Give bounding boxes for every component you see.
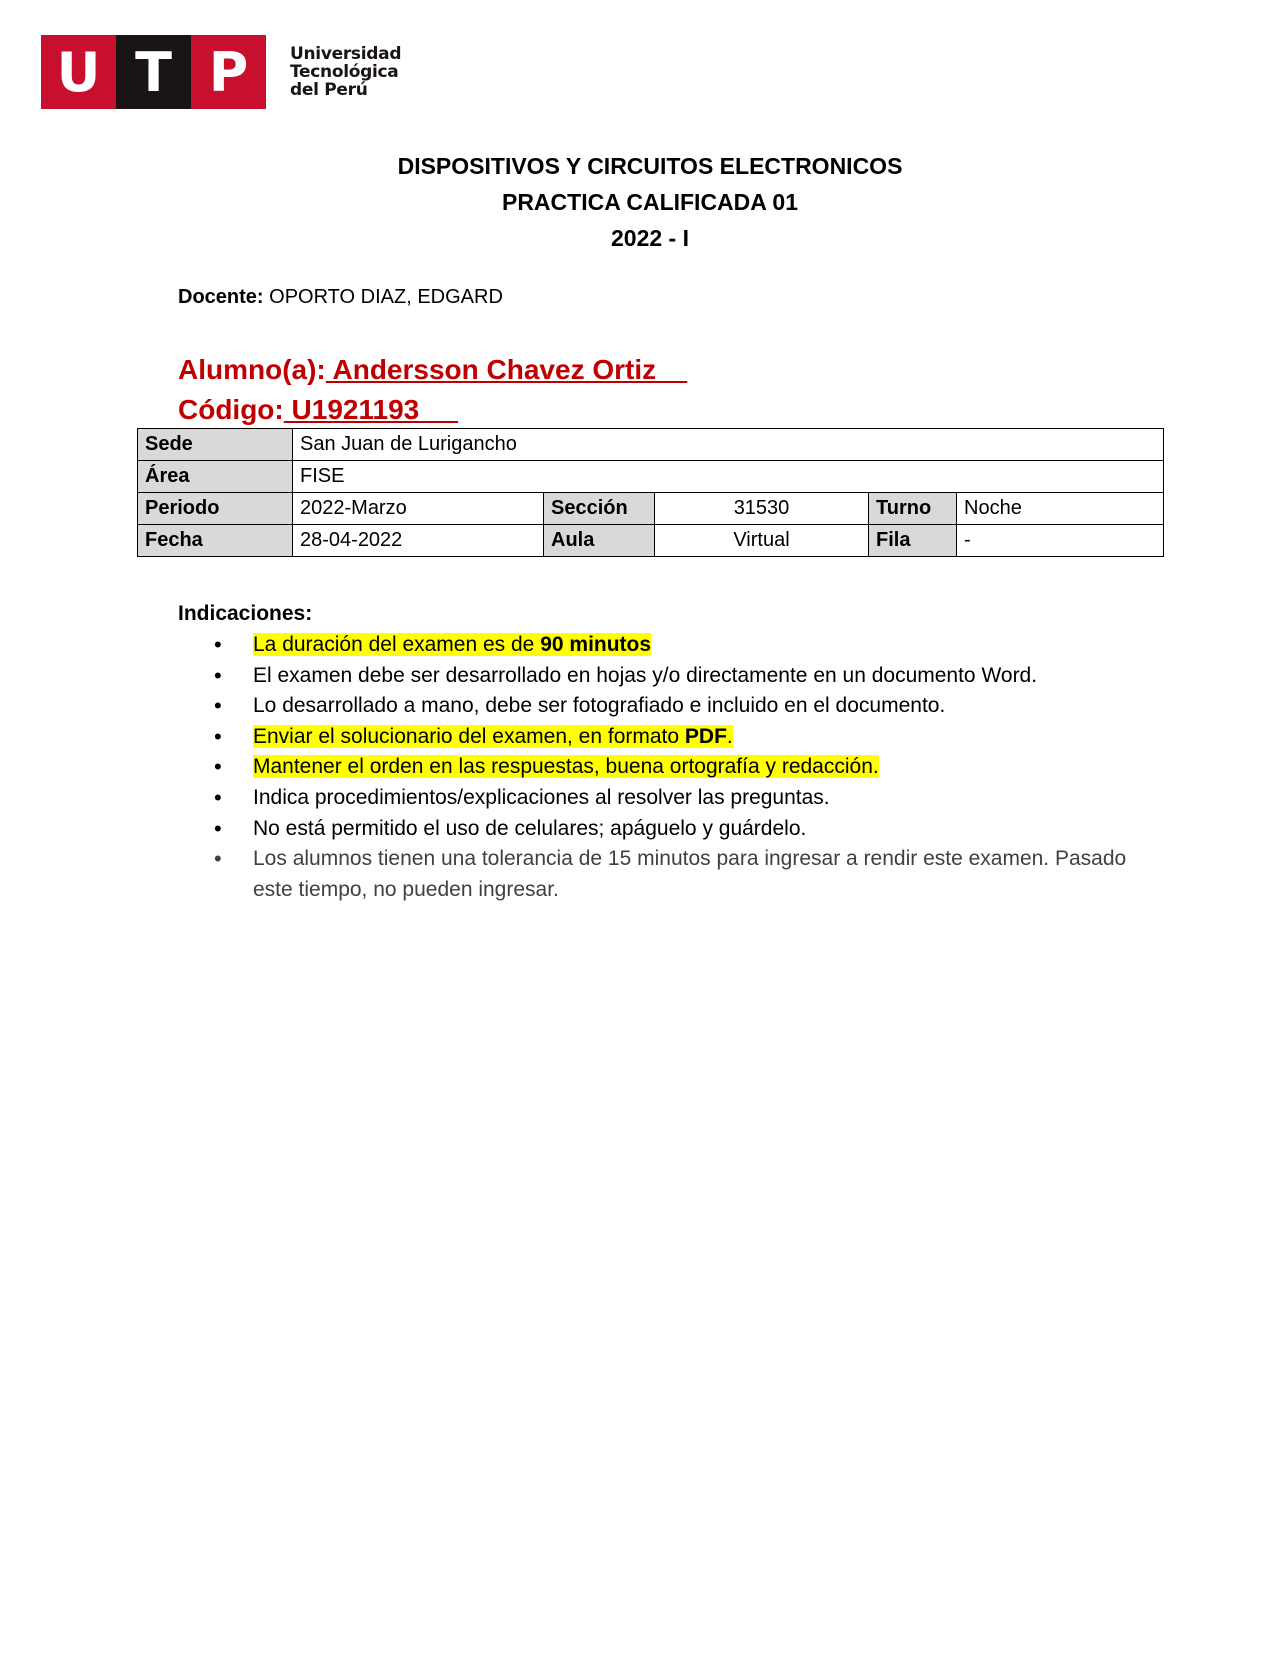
area-label: Área [138,461,293,493]
docente-label: Docente: [178,286,264,308]
logo-line-2: Tecnológica [290,62,399,82]
indicaciones-title: Indicaciones: [178,602,313,625]
fila-label: Fila [869,525,957,557]
docente-value: OPORTO DIAZ, EDGARD [269,286,503,308]
item-4-bold: PDF [684,724,727,748]
item-5-text: Mantener el orden en las respuestas, buena ortografía y redacción. [253,755,879,779]
indicaciones-list [178,630,1138,905]
aula-label: Aula [544,525,655,557]
student-block [178,350,687,430]
seccion-label: Sección [544,493,655,525]
turno-value: Noche [957,493,1164,525]
logo-line-3: del Perú [290,80,368,100]
fecha-value: 28-04-2022 [293,525,544,557]
document-title [0,148,1280,256]
area-value: FISE [293,461,1164,493]
table-row [138,493,1164,525]
alumno-value: Andersson Chavez Ortiz [325,354,688,385]
docente-line [178,286,503,309]
list-item [178,752,1138,783]
logo-blocks [41,35,266,109]
item-4-post: . [726,724,733,748]
alumno-line [178,350,687,390]
term: 2022 - I [611,225,689,251]
list-item [178,722,1138,753]
item-1-bold: 90 minutos [540,633,652,656]
item-4-text: Enviar el solucionario del examen, en formato [253,724,685,748]
list-item: • El examen debe ser desarrollado en hojas y/o directamente en un documento Word. [178,661,1138,692]
codigo-label: Código: [178,394,284,425]
logo-line-1: Universidad [290,44,402,64]
sede-label: Sede [138,429,293,461]
logo-letter-u: U [41,35,116,109]
table-row [138,429,1164,461]
item-1-text: La duración del examen es de [253,633,541,656]
utp-logo [41,35,401,109]
codigo-line [178,390,687,430]
alumno-label: Alumno(a): [178,354,326,385]
list-item: • Los alumnos tienen una tolerancia de 15 minutos para ingresar a rendir este examen. Pasado este tiempo, no pueden ingresar. [178,844,1138,905]
list-item: • Indica procedimientos/explicaciones al resolver las preguntas. [178,783,1138,814]
course-name: DISPOSITIVOS Y CIRCUITOS ELECTRONICOS [397,153,903,179]
highlighted-text [253,725,733,748]
aula-value: Virtual [655,525,869,557]
list-item: • Lo desarrollado a mano, debe ser fotografiado e incluido en el documento. [178,691,1138,722]
table-row [138,461,1164,493]
periodo-label: Periodo [138,493,293,525]
turno-label: Turno [869,493,957,525]
info-table [137,428,1164,557]
fecha-label: Fecha [138,525,293,557]
highlighted-text [253,633,651,656]
seccion-value: 31530 [655,493,869,525]
sede-value: San Juan de Lurigancho [293,429,1164,461]
list-item [178,630,1138,661]
table-row [138,525,1164,557]
codigo-value: U1921193 [283,394,459,425]
logo-letter-p: P [191,35,266,109]
periodo-value: 2022-Marzo [293,493,544,525]
logo-text [290,45,401,99]
list-item: • No está permitido el uso de celulares; apáguelo y guárdelo. [178,814,1138,845]
logo-letter-t: T [116,35,191,109]
exam-name: PRACTICA CALIFICADA 01 [501,189,799,215]
fila-value: - [957,525,1164,557]
